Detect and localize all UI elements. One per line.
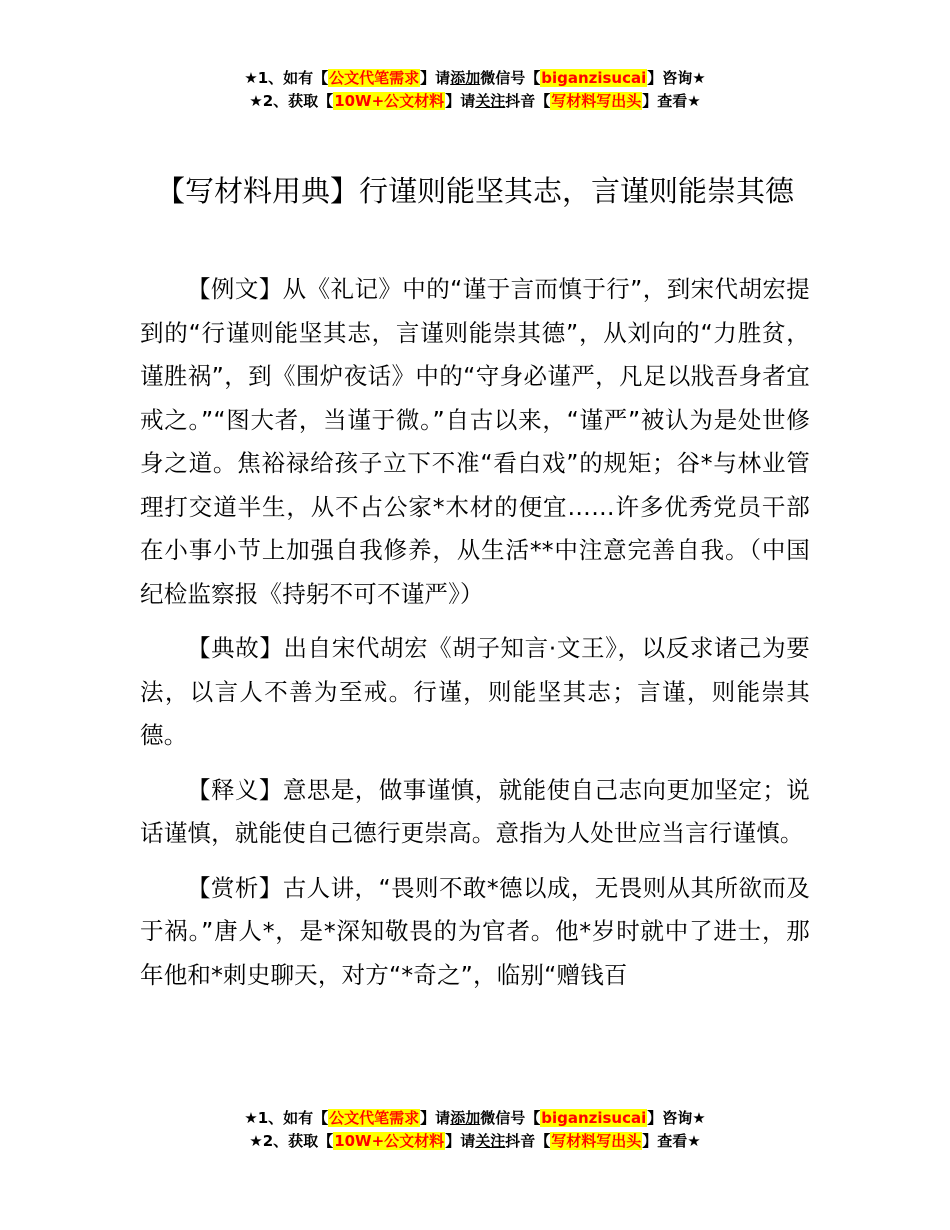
- footer-banner: [0, 1107, 950, 1153]
- page-title: 【写材料用典】行谨则能坚其志，言谨则能崇其德: [155, 174, 794, 208]
- header-banner: [0, 67, 950, 113]
- underline-add: 添加: [450, 69, 481, 87]
- highlight-douyin: 写材料写出头: [551, 92, 642, 110]
- banner-line-2: ★2、获取【10W+公文材料】请关注抖音【写材料写出头】查看★: [249, 92, 701, 110]
- highlight-wechat-id: biganzisucai: [541, 1109, 647, 1127]
- highlight-douyin: 写材料写出头: [551, 1132, 642, 1150]
- highlight-wechat-id: biganzisucai: [541, 69, 647, 87]
- banner-line-1: ★1、如有【公文代笔需求】请添加微信号【biganzisucai】咨询★: [244, 69, 706, 87]
- banner-line-1: ★1、如有【公文代笔需求】请添加微信号【biganzisucai】咨询★: [244, 1109, 706, 1127]
- underline-follow: 关注: [475, 1132, 506, 1150]
- banner-line-2: ★2、获取【10W+公文材料】请关注抖音【写材料写出头】查看★: [249, 1132, 701, 1150]
- underline-add: 添加: [450, 1109, 481, 1127]
- underline-follow: 关注: [475, 92, 506, 110]
- paragraph-meaning: 【释义】意思是，做事谨慎，就能使自己志向更加坚定；说话谨慎，就能使自己德行更崇高。意指为人处世应当言行谨慎。: [140, 775, 810, 847]
- paragraph-analysis: 【赏析】古人讲，“畏则不敢*德以成，无畏则从其所欲而及于祸。”唐人*，是*深知敬畏的为官者。他*岁时就中了进士，那年他和*刺史聊天，对方“*奇之”，临别“赠钱百: [140, 873, 810, 989]
- paragraph-example: 【例文】从《礼记》中的“谨于言而慎于行”，到宋代胡宏提到的“行谨则能坚其志，言谨则能崇其德”，从刘向的“力胜贫，谨胜祸”，到《围炉夜话》中的“守身必谨严，凡足以戕吾身者宜戒之。”“图大者，当谨于微。”自古以来，“谨严”被认为是处世修身之道。焦裕禄给孩子立下不准“看白戏”的规矩；谷*与林业管理打交道半生，从不占公家*木材的便宜……许多优秀党员干部在小事小节上加强自我修养，从生活**中注意完善自我。（中国纪检监察报《持躬不可不谨严》）: [140, 275, 810, 608]
- highlight-service: 公文代笔需求: [329, 69, 420, 87]
- document-body: [140, 268, 810, 1008]
- paragraph-allusion: 【典故】出自宋代胡宏《胡子知言·文王》，以反求诸己为要法，以言人不善为至戒。行谨，则能坚其志；言谨，则能崇其德。: [140, 634, 810, 749]
- highlight-service: 公文代笔需求: [329, 1109, 420, 1127]
- highlight-materials: 10W+公文材料: [334, 92, 445, 110]
- highlight-materials: 10W+公文材料: [334, 1132, 445, 1150]
